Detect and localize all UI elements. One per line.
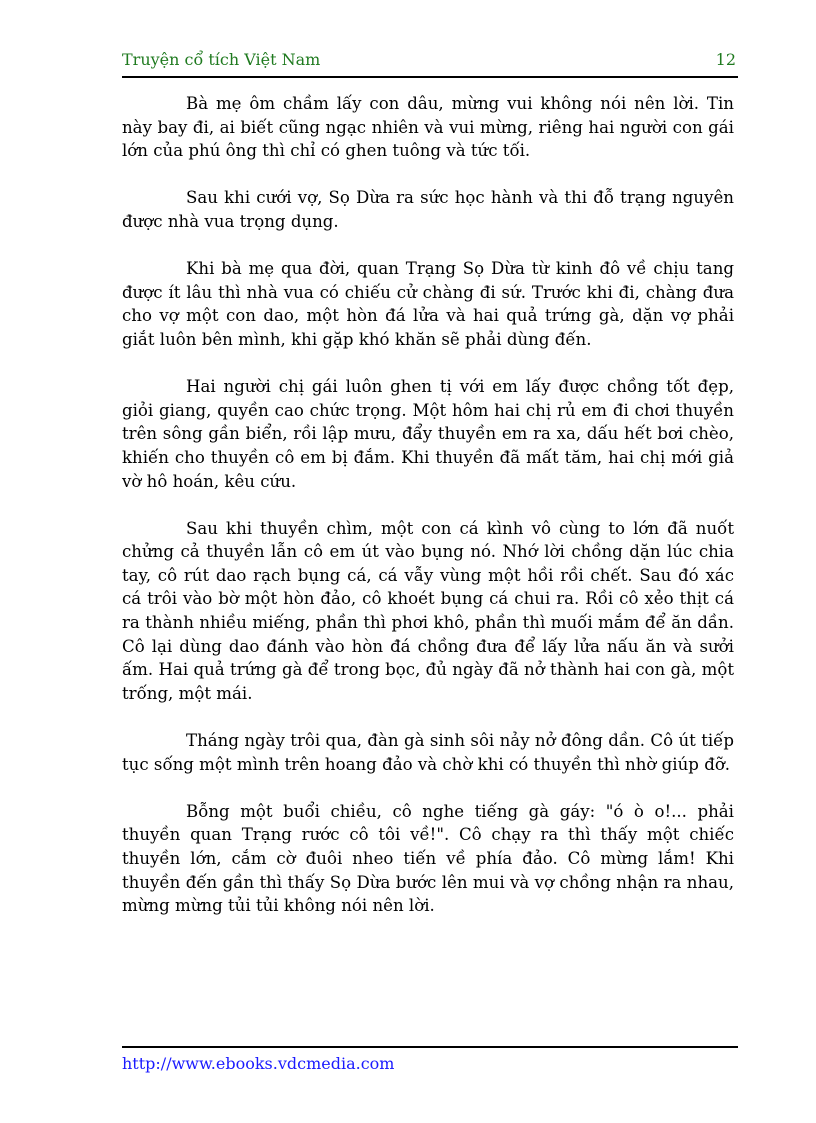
story-body — [122, 92, 734, 918]
book-title: Truyện cổ tích Việt Nam — [122, 50, 321, 69]
paragraph-5: Sau khi thuyền chìm, một con cá kình vô cùng to lớn đã nuốt chửng cả thuyền lẫn cô em út vào bụng nó. Nhớ lời chồng dặn lúc chia tay, cô rút dao rạch bụng cá, cá vẫy vùng một hồi rồi chết. Sau đó xác cá trôi vào bờ một hòn đảo, cô khoét bụng cá chui ra. Rồi cô xẻo thịt cá ra thành nhiều miếng, phần thì phơi khô, phần thì muối mắm để ăn dần. Cô lại dùng dao đánh vào hòn đá chồng đưa để lấy lửa nấu ăn và sưởi ấm. Hai quả trứng gà để trong bọc, đủ ngày đã nở thành hai con gà, một trống, một mái. — [122, 518, 734, 703]
paragraph-3: Khi bà mẹ qua đời, quan Trạng Sọ Dừa từ kinh đô về chịu tang được ít lâu thì nhà vua có chiếu cử chàng đi sứ. Trước khi đi, chàng đưa cho vợ một con dao, một hòn đá lửa và hai quả trứng gà, dặn vợ phải giắt luôn bên mình, khi gặp khó khăn sẽ phải dùng đến. — [122, 259, 734, 349]
page-header — [122, 50, 738, 78]
paragraph-6: Tháng ngày trôi qua, đàn gà sinh sôi nảy nở đông dần. Cô út tiếp tục sống một mình trên hoang đảo và chờ khi có thuyền thì nhờ giúp đỡ. — [122, 731, 734, 774]
page-number: 12 — [715, 50, 736, 69]
footer-website-link[interactable]: http://www.ebooks.vdcmedia.com — [122, 1054, 395, 1073]
footer-divider — [122, 1046, 738, 1048]
paragraph-1: Bà mẹ ôm chầm lấy con dâu, mừng vui không nói nên lời. Tin này bay đi, ai biết cũng ngạc nhiên và vui mừng, riêng hai người con gái lớn của phú ông thì chỉ có ghen tuông và tức tối. — [122, 94, 734, 161]
paragraph-7: Bỗng một buổi chiều, cô nghe tiếng gà gáy: "ó ò o!... phải thuyền quan Trạng rước cô tôi về!". Cô chạy ra thì thấy một chiếc thuyền lớn, cắm cờ đuôi nheo tiến về phía đảo. Cô mừng lắm! Khi thuyền đến gần thì thấy Sọ Dừa bước lên mui và vợ chồng nhận ra nhau, mừng mừng tủi tủi không nói nên lời. — [122, 801, 734, 916]
paragraph-4: Hai người chị gái luôn ghen tị với em lấy được chồng tốt đẹp, giỏi giang, quyền cao chức trọng. Một hôm hai chị rủ em đi chơi thuyền trên sông gần biển, rồi lập mưu, đẩy thuyền em ra xa, dấu hết bơi chèo, khiến cho thuyền cô em bị đắm. Khi thuyền đã mất tăm, hai chị mới giả vờ hô hoán, kêu cứu. — [122, 377, 734, 491]
paragraph-2: Sau khi cưới vợ, Sọ Dừa ra sức học hành và thi đỗ trạng nguyên được nhà vua trọng dụng. — [122, 188, 734, 231]
